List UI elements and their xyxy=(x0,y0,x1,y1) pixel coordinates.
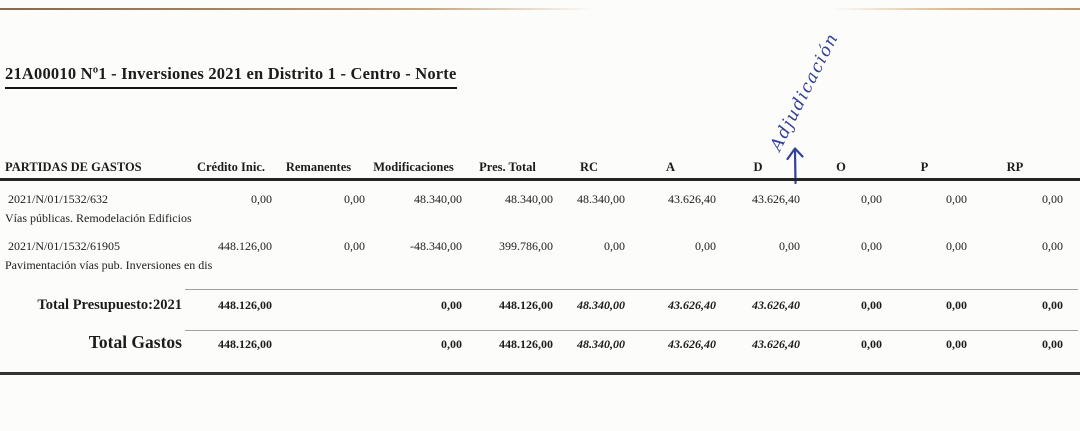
column-header-modificaciones: Modificaciones xyxy=(373,160,454,174)
budget-line-code: 2021/N/01/1532/61905 xyxy=(8,239,121,253)
cell-rc: 0,00 xyxy=(604,239,625,253)
budget-line-description: Pavimentación vías pub. Inversiones en dis xyxy=(5,258,213,272)
cell-modificaciones: -48.340,00 xyxy=(410,239,462,253)
cell-a: 43.626,40 xyxy=(668,337,716,351)
cell-a: 43.626,40 xyxy=(668,192,716,206)
cell-p: 0,00 xyxy=(946,298,967,312)
cell-pres-total: 448.126,00 xyxy=(499,298,553,312)
cell-modificaciones: 0,00 xyxy=(441,298,462,312)
cell-o: 0,00 xyxy=(861,337,882,351)
cell-pres-total: 48.340,00 xyxy=(505,192,553,206)
table-row xyxy=(0,239,1063,272)
cell-p: 0,00 xyxy=(946,337,967,351)
total-presupuesto-row xyxy=(0,297,1063,313)
cell-remanentes xyxy=(272,336,365,354)
cell-o: 0,00 xyxy=(861,239,882,253)
table-header-row xyxy=(0,160,1063,175)
column-header-pres-total: Pres. Total xyxy=(479,160,536,174)
total-separator-rule xyxy=(185,289,1078,290)
cell-d: 43.626,40 xyxy=(752,192,800,206)
cell-rc: 48.340,00 xyxy=(577,337,625,351)
cell-rp: 0,00 xyxy=(1042,192,1063,206)
budget-line-code: 2021/N/01/1532/632 xyxy=(8,192,109,206)
total-gastos-row xyxy=(0,332,1063,354)
bottom-rule xyxy=(0,372,1080,375)
cell-credito-inic: 448.126,00 xyxy=(218,337,272,351)
cell-o: 0,00 xyxy=(861,298,882,312)
cell-p: 0,00 xyxy=(946,239,967,253)
column-header-credito-inic: Crédito Inic. xyxy=(196,160,266,174)
cell-rp: 0,00 xyxy=(1042,337,1063,351)
column-header-partidas: PARTIDAS DE GASTOS xyxy=(5,160,142,174)
cell-modificaciones: 0,00 xyxy=(441,337,462,351)
column-header-remanentes: Remanentes xyxy=(285,160,352,174)
table-row xyxy=(0,192,1063,225)
column-header-rp: RP xyxy=(1006,160,1024,174)
cell-o: 0,00 xyxy=(861,192,882,206)
cell-pres-total: 448.126,00 xyxy=(499,337,553,351)
column-header-o: O xyxy=(836,160,846,174)
column-header-rc: RC xyxy=(579,160,599,174)
cell-remanentes: 0,00 xyxy=(344,239,365,253)
budget-line-description: Vías públicas. Remodelación Edificios xyxy=(5,211,192,225)
cell-pres-total: 399.786,00 xyxy=(499,239,553,253)
cell-rp: 0,00 xyxy=(1042,239,1063,253)
cell-d: 0,00 xyxy=(779,239,800,253)
cell-p: 0,00 xyxy=(946,192,967,206)
column-header-a: A xyxy=(665,160,676,174)
cell-a: 43.626,40 xyxy=(668,298,716,312)
cell-d: 43.626,40 xyxy=(752,298,800,312)
total-separator-rule xyxy=(185,330,1078,331)
cell-credito-inic: 0,00 xyxy=(251,192,272,206)
header-rule xyxy=(0,178,1080,181)
cell-rc: 48.340,00 xyxy=(577,298,625,312)
cell-credito-inic: 448.126,00 xyxy=(218,298,272,312)
cell-rp: 0,00 xyxy=(1042,298,1063,312)
cell-remanentes xyxy=(272,297,365,313)
page-title: 21A00010 Nº1 - Inversiones 2021 en Distrito 1 - Centro - Norte xyxy=(5,64,457,89)
handwritten-annotation: Adjudicación xyxy=(766,29,844,155)
cell-modificaciones: 48.340,00 xyxy=(414,192,462,206)
scan-artifact-line xyxy=(0,8,1080,10)
cell-a: 0,00 xyxy=(695,239,716,253)
column-header-p: P xyxy=(920,160,929,174)
total-label: Total Presupuesto:2021 xyxy=(37,297,182,313)
total-label: Total Gastos xyxy=(88,332,182,352)
cell-rc: 48.340,00 xyxy=(577,192,625,206)
cell-remanentes: 0,00 xyxy=(344,192,365,206)
cell-d: 43.626,40 xyxy=(752,337,800,351)
cell-credito-inic: 448.126,00 xyxy=(218,239,272,253)
column-header-d: D xyxy=(753,160,763,174)
